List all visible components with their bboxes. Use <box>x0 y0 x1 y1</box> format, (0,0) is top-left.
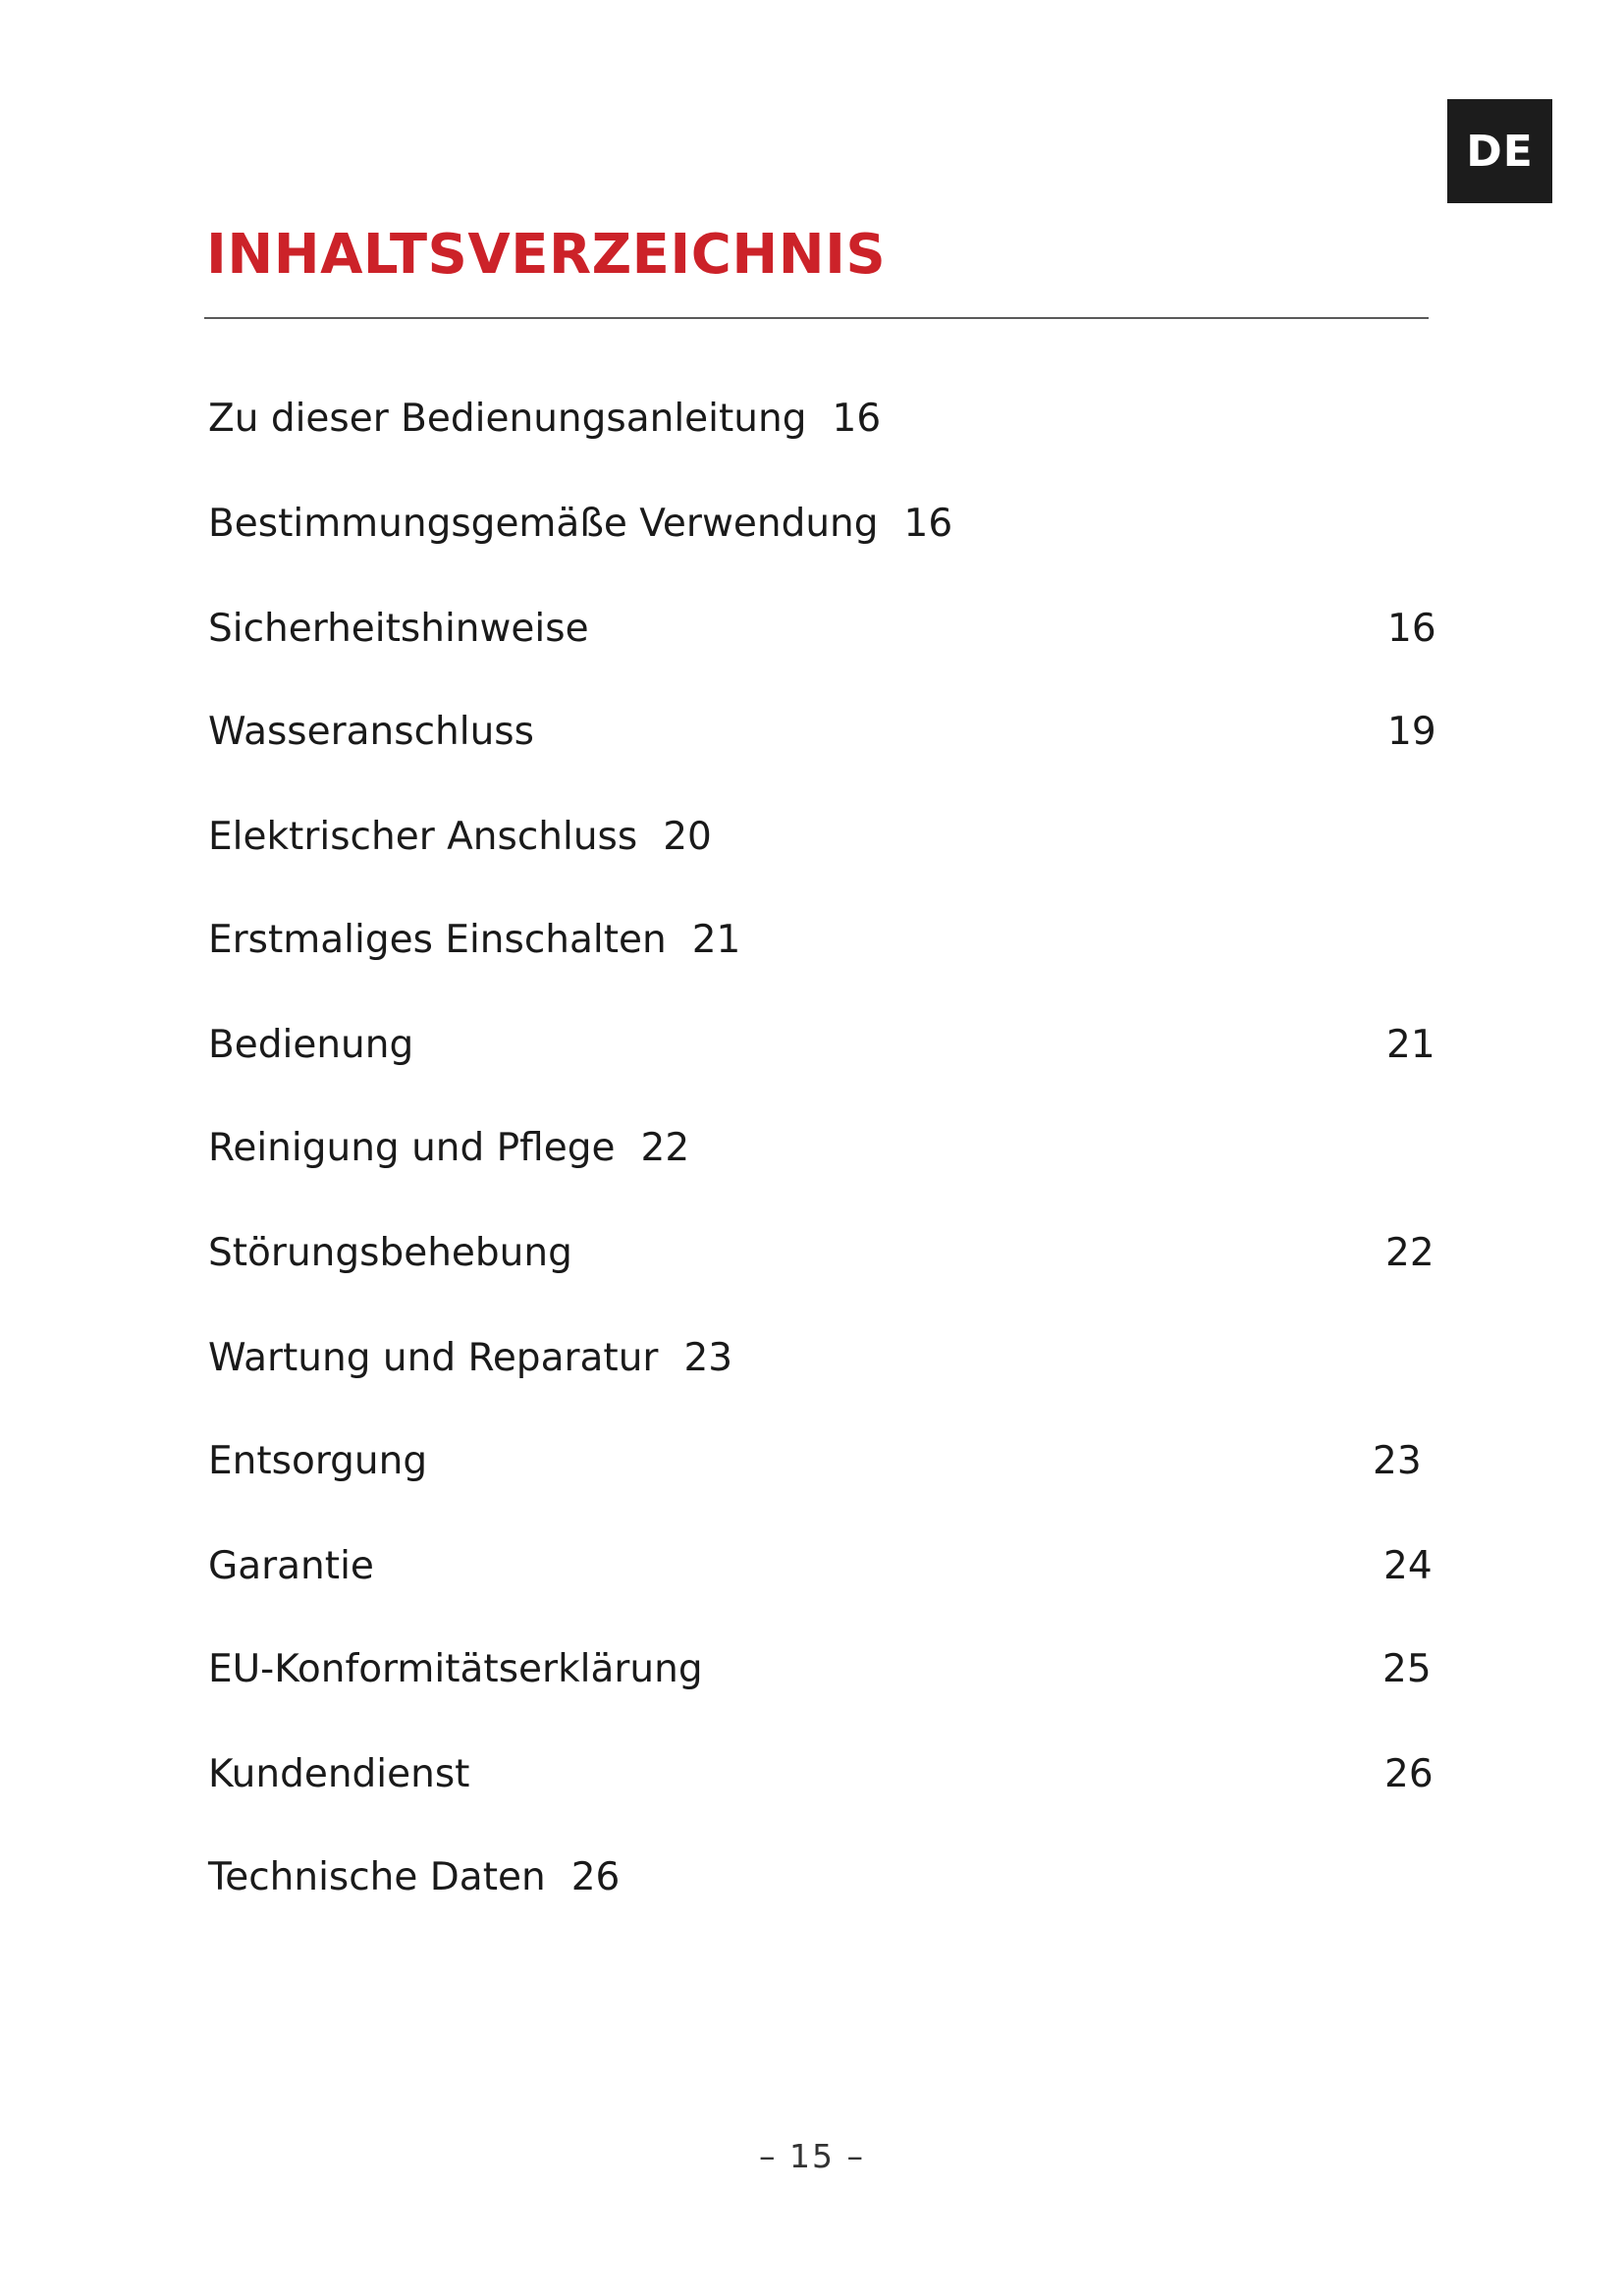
toc-entry-page: 19 <box>1387 709 1436 754</box>
toc-entry[interactable] <box>208 1328 732 1387</box>
language-tab: DE <box>1447 99 1552 203</box>
toc-entry[interactable] <box>208 910 740 969</box>
toc-entry-label: Sicherheitshinweise <box>208 606 589 651</box>
toc-entry-label: Kundendienst <box>208 1751 470 1796</box>
toc-entry-label: Zu dieser Bedienungsanleitung <box>208 396 807 441</box>
title-divider <box>204 317 1429 319</box>
toc-entry[interactable] <box>208 1223 1435 1282</box>
toc-entry-page: 21 <box>691 917 741 962</box>
toc-entry-page: 21 <box>1386 1022 1435 1067</box>
toc-entry-label: Technische Daten <box>208 1854 546 1899</box>
toc-entry-label: Erstmaliges Einschalten <box>208 917 667 962</box>
toc-entry-page: 23 <box>683 1335 733 1380</box>
toc-entry[interactable] <box>208 1639 1435 1698</box>
toc-entry-page: 23 <box>1373 1438 1422 1483</box>
toc-entry-page: 26 <box>1384 1751 1434 1796</box>
toc-entry-page: 16 <box>832 396 882 441</box>
page-number: – 15 – <box>759 2137 865 2175</box>
toc-entry-page: 26 <box>570 1854 621 1899</box>
toc-entry-label: Reinigung und Pflege <box>208 1125 616 1170</box>
toc-entry[interactable] <box>208 1431 1435 1490</box>
toc-entry[interactable] <box>208 389 881 448</box>
toc-entry[interactable] <box>208 807 712 866</box>
toc-entry-page: 22 <box>1385 1230 1435 1275</box>
toc-entry-label: Garantie <box>208 1543 374 1588</box>
toc-entry-label: Entsorgung <box>208 1438 428 1483</box>
toc-entry[interactable] <box>208 1536 1435 1595</box>
toc-entry[interactable] <box>208 1744 1435 1803</box>
toc-entry-page: 24 <box>1383 1543 1433 1588</box>
toc-entry-page: 16 <box>1387 606 1436 651</box>
toc-entry-page: 16 <box>903 501 953 546</box>
toc-entry[interactable] <box>208 1118 689 1177</box>
toc-entry-label: Störungsbehebung <box>208 1230 572 1275</box>
toc-entry[interactable] <box>208 599 1435 658</box>
toc-entry-label: Wasseranschluss <box>208 709 534 754</box>
toc-entry[interactable] <box>208 1847 620 1906</box>
toc-entry[interactable] <box>208 702 1435 761</box>
toc-entry-page: 22 <box>640 1125 690 1170</box>
toc-entry[interactable] <box>208 1015 1435 1074</box>
toc-entry-label: Bestimmungsgemäße Verwendung <box>208 501 879 546</box>
toc-entry-label: Bedienung <box>208 1022 414 1067</box>
toc-entry-page: 25 <box>1382 1646 1432 1691</box>
toc-entry-label: Wartung und Reparatur <box>208 1335 659 1380</box>
toc-entry-label: Elektrischer Anschluss <box>208 814 638 859</box>
toc-entry-label: EU-Konformitätserklärung <box>208 1646 703 1691</box>
toc-entry-page: 20 <box>663 814 712 859</box>
page-title: INHALTSVERZEICHNIS <box>206 223 887 287</box>
toc-entry[interactable] <box>208 494 952 553</box>
